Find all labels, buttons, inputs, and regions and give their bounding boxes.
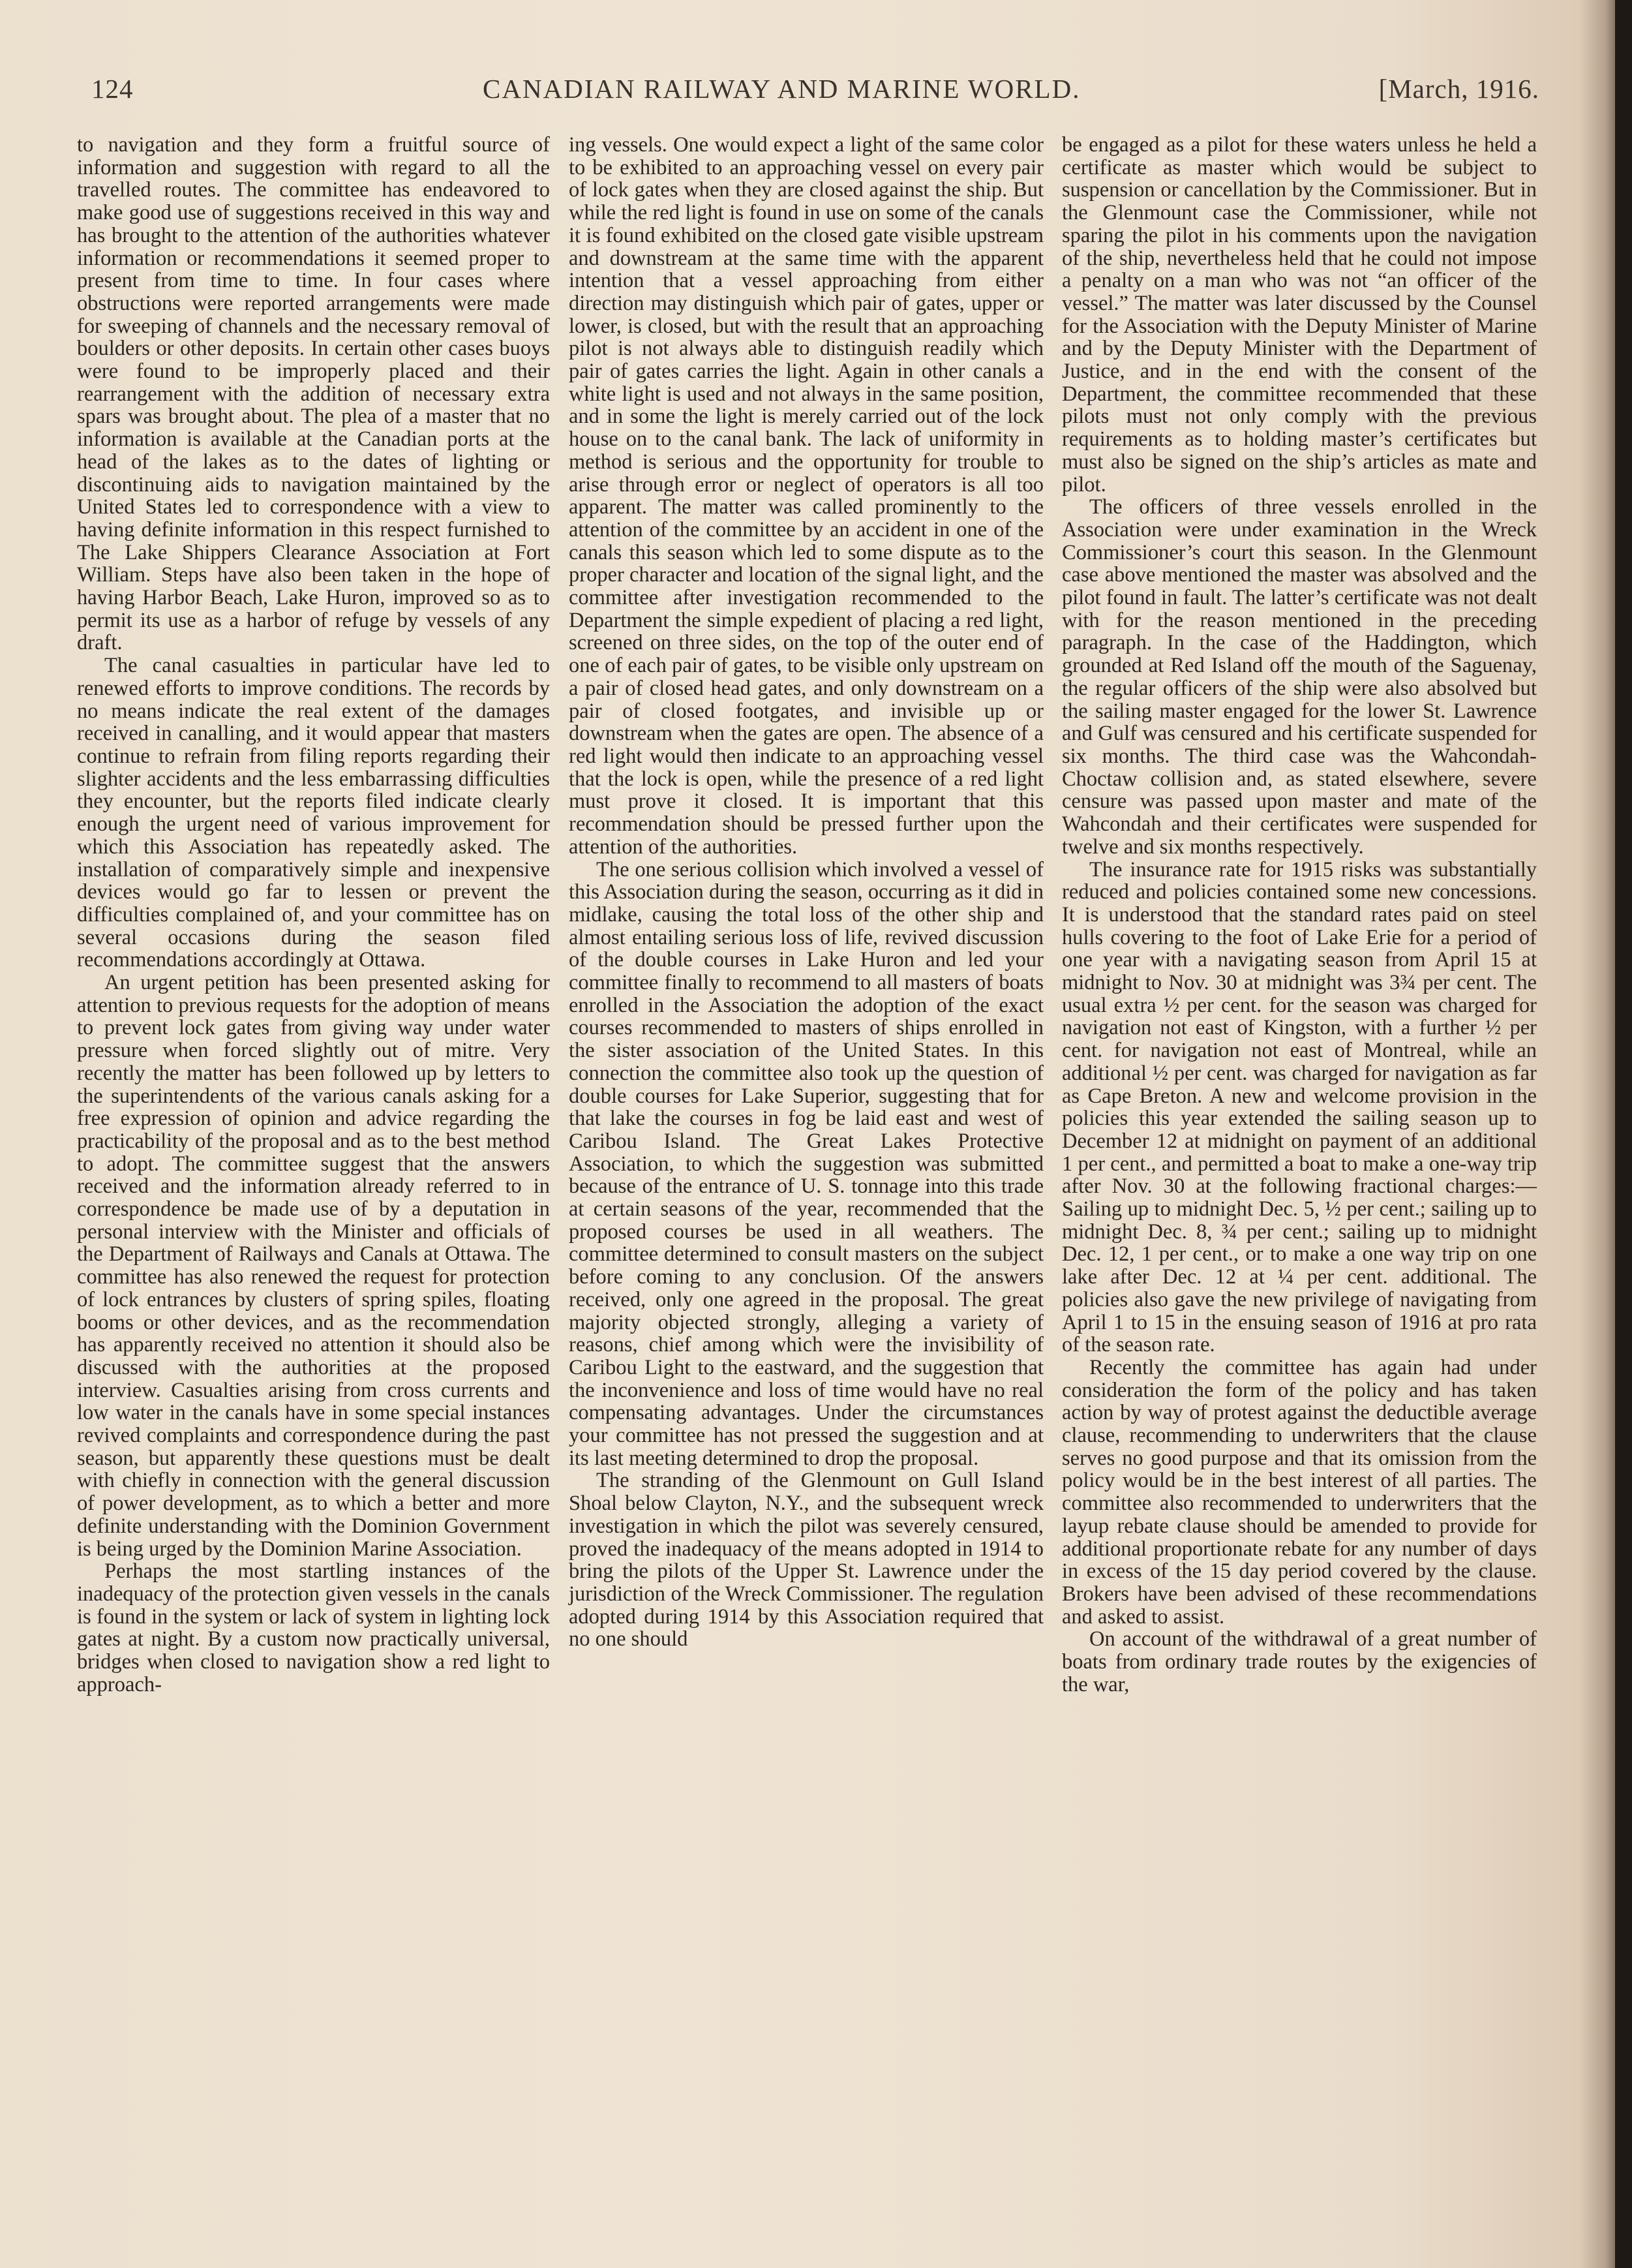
text-column-1 bbox=[77, 134, 550, 1696]
paragraph: The canal casualties in particular have led to renewed efforts to improve conditions. The records by no means indicate the real extent of the damages received in canalling, and it would appear that masters continue to refrain from filing reports regarding their slighter accidents and the less embarrassing difficulties they encounter, but the reports filed indicate clearly enough the urgent need of various improvement for which this Association has repeatedly asked. The installation of comparatively simple and inexpensive devices would go far to lessen or prevent the difficulties complained of, and your committee has on several occasions during the season filed recommendations accordingly at Ottawa. bbox=[77, 654, 550, 972]
paragraph: The insurance rate for 1915 risks was substantially reduced and policies contained some new concessions. It is understood that the standard rates paid on steel hulls covering to the foot of Lake Erie for a period of one year with a navigating season from April 15 at midnight to Nov. 30 at midnight was 3¾ per cent. The usual extra ½ per cent. for the season was charged for navigation not east of Kingston, with a further ½ per cent. for navigation not east of Montreal, while an additional ½ per cent. was charged for navigation as far as Cape Breton. A new and welcome provision in the policies this year extended the sailing season up to December 12 at midnight on payment of an additional 1 per cent., and permitted a boat to make a one-way trip after Nov. 30 at the following fractional charges:—Sailing up to midnight Dec. 5, ½ per cent.; sailing up to midnight Dec. 8, ¾ per cent.; sailing up to midnight Dec. 12, 1 per cent., or to make a one way trip on one lake after Dec. 12 at ¼ per cent. additional. The policies also gave the new privilege of navigating from April 1 to 15 in the ensuing season of 1916 at pro rata of the season rate. bbox=[1062, 857, 1537, 1357]
issue-date: [March, 1916. bbox=[1378, 74, 1539, 104]
paragraph: The officers of three vessels enrolled in the Association were under examination in the Wreck Commissioner’s court this season. In the Glenmount case above mentioned the master was absolved and the pilot found in fault. The latter’s certificate was not dealt with for the reason mentioned in the preceding paragraph. In the case of the Haddington, which grounded at Red Island off the mouth of the Saguenay, the regular officers of the ship were also absolved but the sailing master engaged for the lower St. Lawrence and Gulf was censured and his certificate suspended for six months. The third case was the Wahcondah-Choctaw collision and, as stated elsewhere, severe censure was passed upon master and mate of the Wahcondah and their certificates were suspended for twelve and six months respectively. bbox=[1062, 495, 1537, 859]
running-header bbox=[91, 73, 1539, 112]
paragraph: An urgent petition has been presented asking for attention to previous requests for the adoption of means to prevent lock gates from giving way under water pressure when forced slightly out of mitre. Very recently the matter has been followed up by letters to the superintendents of the various canals asking for a free expression of opinion and advice regarding the practicability of the proposal and as to the best method to adopt. The committee suggest that the answers received and the information already referred to in correspondence be made use of by a deputation in personal interview with the Minister and officials of the Department of Railways and Canals at Ottawa. The committee has also renewed the request for protection of lock entrances by clusters of spring spiles, floating booms or other devices, and as the recommendation has apparently received no attention it should also be discussed with the authorities at the proposed interview. Casualties arising from cross currents and low water in the canals have in some special instances revived complaints and correspondence during the past season, but apparently these questions must be dealt with chiefly in connection with the general discussion of power development, as to which a better and more definite understanding with the Dominion Government is being urged by the Dominion Marine Association. bbox=[77, 971, 550, 1561]
paragraph: to navigation and they form a fruitful source of information and suggestion with regard to all the travelled routes. The committee has endeavored to make good use of suggestions received in this way and has brought to the attention of the authorities whatever information or recommendations it seemed proper to present from time to time. In four cases where obstructions were reported arrangements were made for sweeping of channels and the necessary removal of boulders or other deposits. In certain other cases buoys were found to be improperly placed and their rearrangement with the addition of necessary extra spars was brought about. The plea of a master that no information is available at the Canadian ports at the head of the lakes as to the dates of lighting or discontinuing aids to navigation maintained by the United States led to correspondence with a view to having definite information in this respect furnished to The Lake Shippers Clearance Association at Fort William. Steps have also been taken in the hope of having Harbor Beach, Lake Huron, improved so as to permit its use as a harbor of refuge by vessels of any draft. bbox=[77, 133, 550, 655]
paragraph: be engaged as a pilot for these waters unless he held a certificate as master which would be subject to suspension or cancellation by the Commissioner. But in the Glenmount case the Commissioner, while not sparing the pilot in his comments upon the navigation of the ship, nevertheless held that he could not impose a penalty on a man who was not “an officer of the vessel.” The matter was later discussed by the Counsel for the Association with the Deputy Minister of Marine and by the Deputy Minister with the Department of Justice, and in the end with the consent of the Department, the committee recommended that these pilots must not only comply with the previous requirements as to holding master’s certificates but must also be signed on the ship’s articles as mate and pilot. bbox=[1062, 133, 1537, 497]
paragraph: Perhaps the most startling instances of the inadequacy of the protection given vessels in the canals is found in the system or lack of system in lighting lock gates at night. By a custom now practically universal, bridges when closed to navigation show a red light to approach- bbox=[77, 1559, 550, 1696]
paragraph: ing vessels. One would expect a light of the same color to be exhibited to an approaching vessel on every pair of lock gates when they are closed against the ship. But while the red light is found in use on some of the canals it is found exhibited on the closed gate visible upstream and downstream at the same time with the apparent intention that a vessel approaching from either direction may distinguish which pair of gates, upper or lower, is closed, but with the result that an approaching pilot is not always able to distinguish readily which pair of gates carries the light. Again in other canals a white light is used and not always in the same position, and in some the light is merely carried out of the lock house on to the canal bank. The lack of uniformity in method is serious and the opportunity for trouble to arise through error or neglect of operators is all too apparent. The matter was called prominently to the attention of the committee by an accident in one of the canals this season which led to some dispute as to the proper character and location of the signal light, and the committee after investigation recommended to the Department the simple expedient of placing a red light, screened on three sides, on the top of the outer end of one of each pair of gates, to be visible only upstream on a pair of closed head gates, and only downstream on a pair of closed footgates, and invisible up or downstream when the gates are open. The absence of a red light would then indicate to an approaching vessel that the lock is open, while the presence of a red light must prove it closed. It is important that this recommendation should be pressed further upon the attention of the authorities. bbox=[569, 133, 1044, 859]
page-number: 124 bbox=[91, 74, 134, 104]
paragraph: Recently the committee has again had under consideration the form of the policy and has taken action by way of protest against the deductible average clause, recommending to underwriters that the clause serves no good purpose and that its omission from the policy would be in the best interest of all parties. The committee also recommended to underwriters that the layup rebate clause should be amended to provide for additional proportionate rebate for any number of days in excess of the 15 day period covered by the clause. Brokers have been advised of these recommendations and asked to assist. bbox=[1062, 1355, 1537, 1629]
journal-title: CANADIAN RAILWAY AND MARINE WORLD. bbox=[483, 74, 1081, 104]
binding-edge bbox=[1615, 0, 1632, 2268]
text-column-3 bbox=[1062, 134, 1537, 1696]
paragraph: The stranding of the Glenmount on Gull Island Shoal below Clayton, N.Y., and the subsequent wreck investigation in which the pilot was severely censured, proved the inadequacy of the means adopted in 1914 to bring the pilots of the Upper St. Lawrence under the jurisdiction of the Wreck Commissioner. The regulation adopted during 1914 by this Association required that no one should bbox=[569, 1469, 1044, 1651]
paragraph: The one serious collision which involved a vessel of this Association during the season, occurring as it did in midlake, causing the total loss of the other ship and almost entailing serious loss of life, revived discussion of the double courses in Lake Huron and led your committee finally to recommend to all masters of boats enrolled in the Association the adoption of the exact courses recommended to masters of ships enrolled in the sister association of the United States. In this connection the committee also took up the question of double courses for Lake Superior, suggesting that for that lake the courses in fog be laid east and west of Caribou Island. The Great Lakes Protective Association, to which the suggestion was submitted because of the entrance of U. S. tonnage into this trade at certain seasons of the year, recommended that the proposed courses be used in all weathers. The committee determined to consult masters on the subject before coming to any conclusion. Of the answers received, only one agreed in the proposal. The great majority objected strongly, alleging a variety of reasons, chief among which were the invisibility of Caribou Light to the eastward, and the suggestion that the inconvenience and loss of time would have no real compensating advantages. Under the circumstances your committee has not pressed the suggestion and at its last meeting determined to drop the proposal. bbox=[569, 857, 1044, 1470]
paragraph: On account of the withdrawal of a great number of boats from ordinary trade routes by the exigencies of the war, bbox=[1062, 1627, 1537, 1696]
text-column-2 bbox=[569, 134, 1044, 1651]
